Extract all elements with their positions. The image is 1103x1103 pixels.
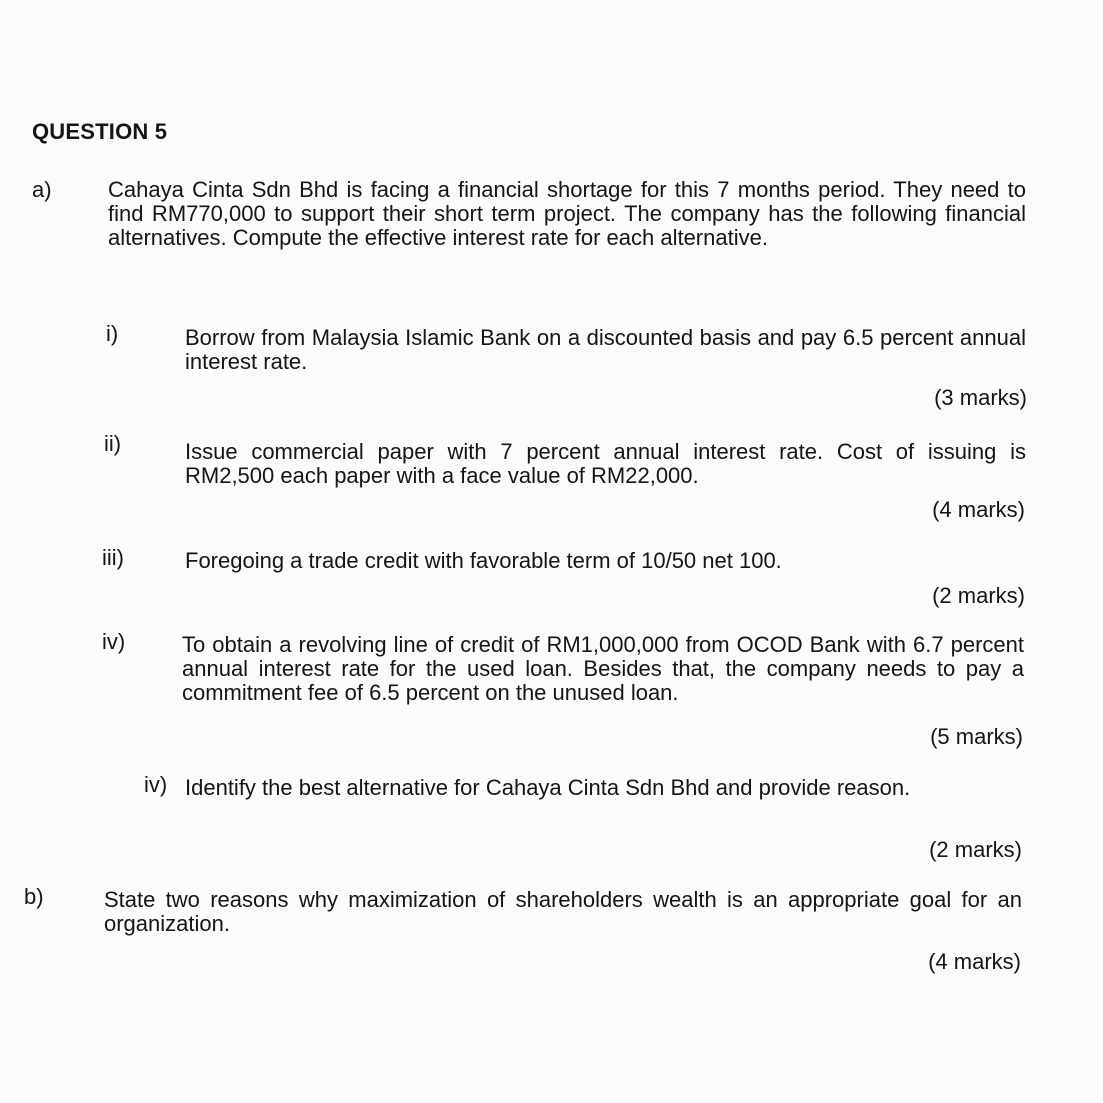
item-i-text: Borrow from Malaysia Islamic Bank on a discounted basis and pay 6.5 percent annual interest rate. — [185, 325, 1026, 374]
part-b-text: State two reasons why maximization of shareholders wealth is an appropriate goal for an organization. — [104, 887, 1022, 936]
item-iii-label: iii) — [102, 545, 124, 570]
item-iv-text: To obtain a revolving line of credit of RM1,000,000 from OCOD Bank with 6.7 percent annual interest rate for the used loan. Besides that, the company needs to pay a commitment fee of 6.5 percent on the unused loan. — [182, 632, 1024, 705]
item-ii-label: ii) — [104, 431, 122, 456]
item-iii-text: Foregoing a trade credit with favorable term of 10/50 net 100. — [185, 548, 782, 573]
item-iv-marks: (5 marks) — [930, 724, 1023, 749]
item-iii-marks: (2 marks) — [932, 583, 1025, 608]
final-item-marks: (2 marks) — [929, 837, 1022, 862]
item-iv-label: iv) — [102, 629, 126, 654]
part-a-intro: Cahaya Cinta Sdn Bhd is facing a financial shortage for this 7 months period. They need to find RM770,000 to support their short term project. The company has the following financial alternatives. Compute the effective interest rate for each alternative. — [108, 177, 1026, 250]
item-i-label: i) — [106, 321, 119, 346]
part-b-label: b) — [24, 884, 44, 909]
item-ii-marks: (4 marks) — [932, 497, 1025, 522]
part-a-label: a) — [32, 177, 52, 202]
part-b-marks: (4 marks) — [928, 949, 1021, 974]
final-item-label: iv) — [144, 772, 168, 797]
question-title: QUESTION 5 — [32, 119, 168, 144]
final-item-text: Identify the best alternative for Cahaya Cinta Sdn Bhd and provide reason. — [185, 775, 911, 800]
item-ii-text: Issue commercial paper with 7 percent annual interest rate. Cost of issuing is RM2,500 each paper with a face value of RM22,000. — [185, 439, 1026, 488]
item-i-marks: (3 marks) — [934, 385, 1027, 410]
